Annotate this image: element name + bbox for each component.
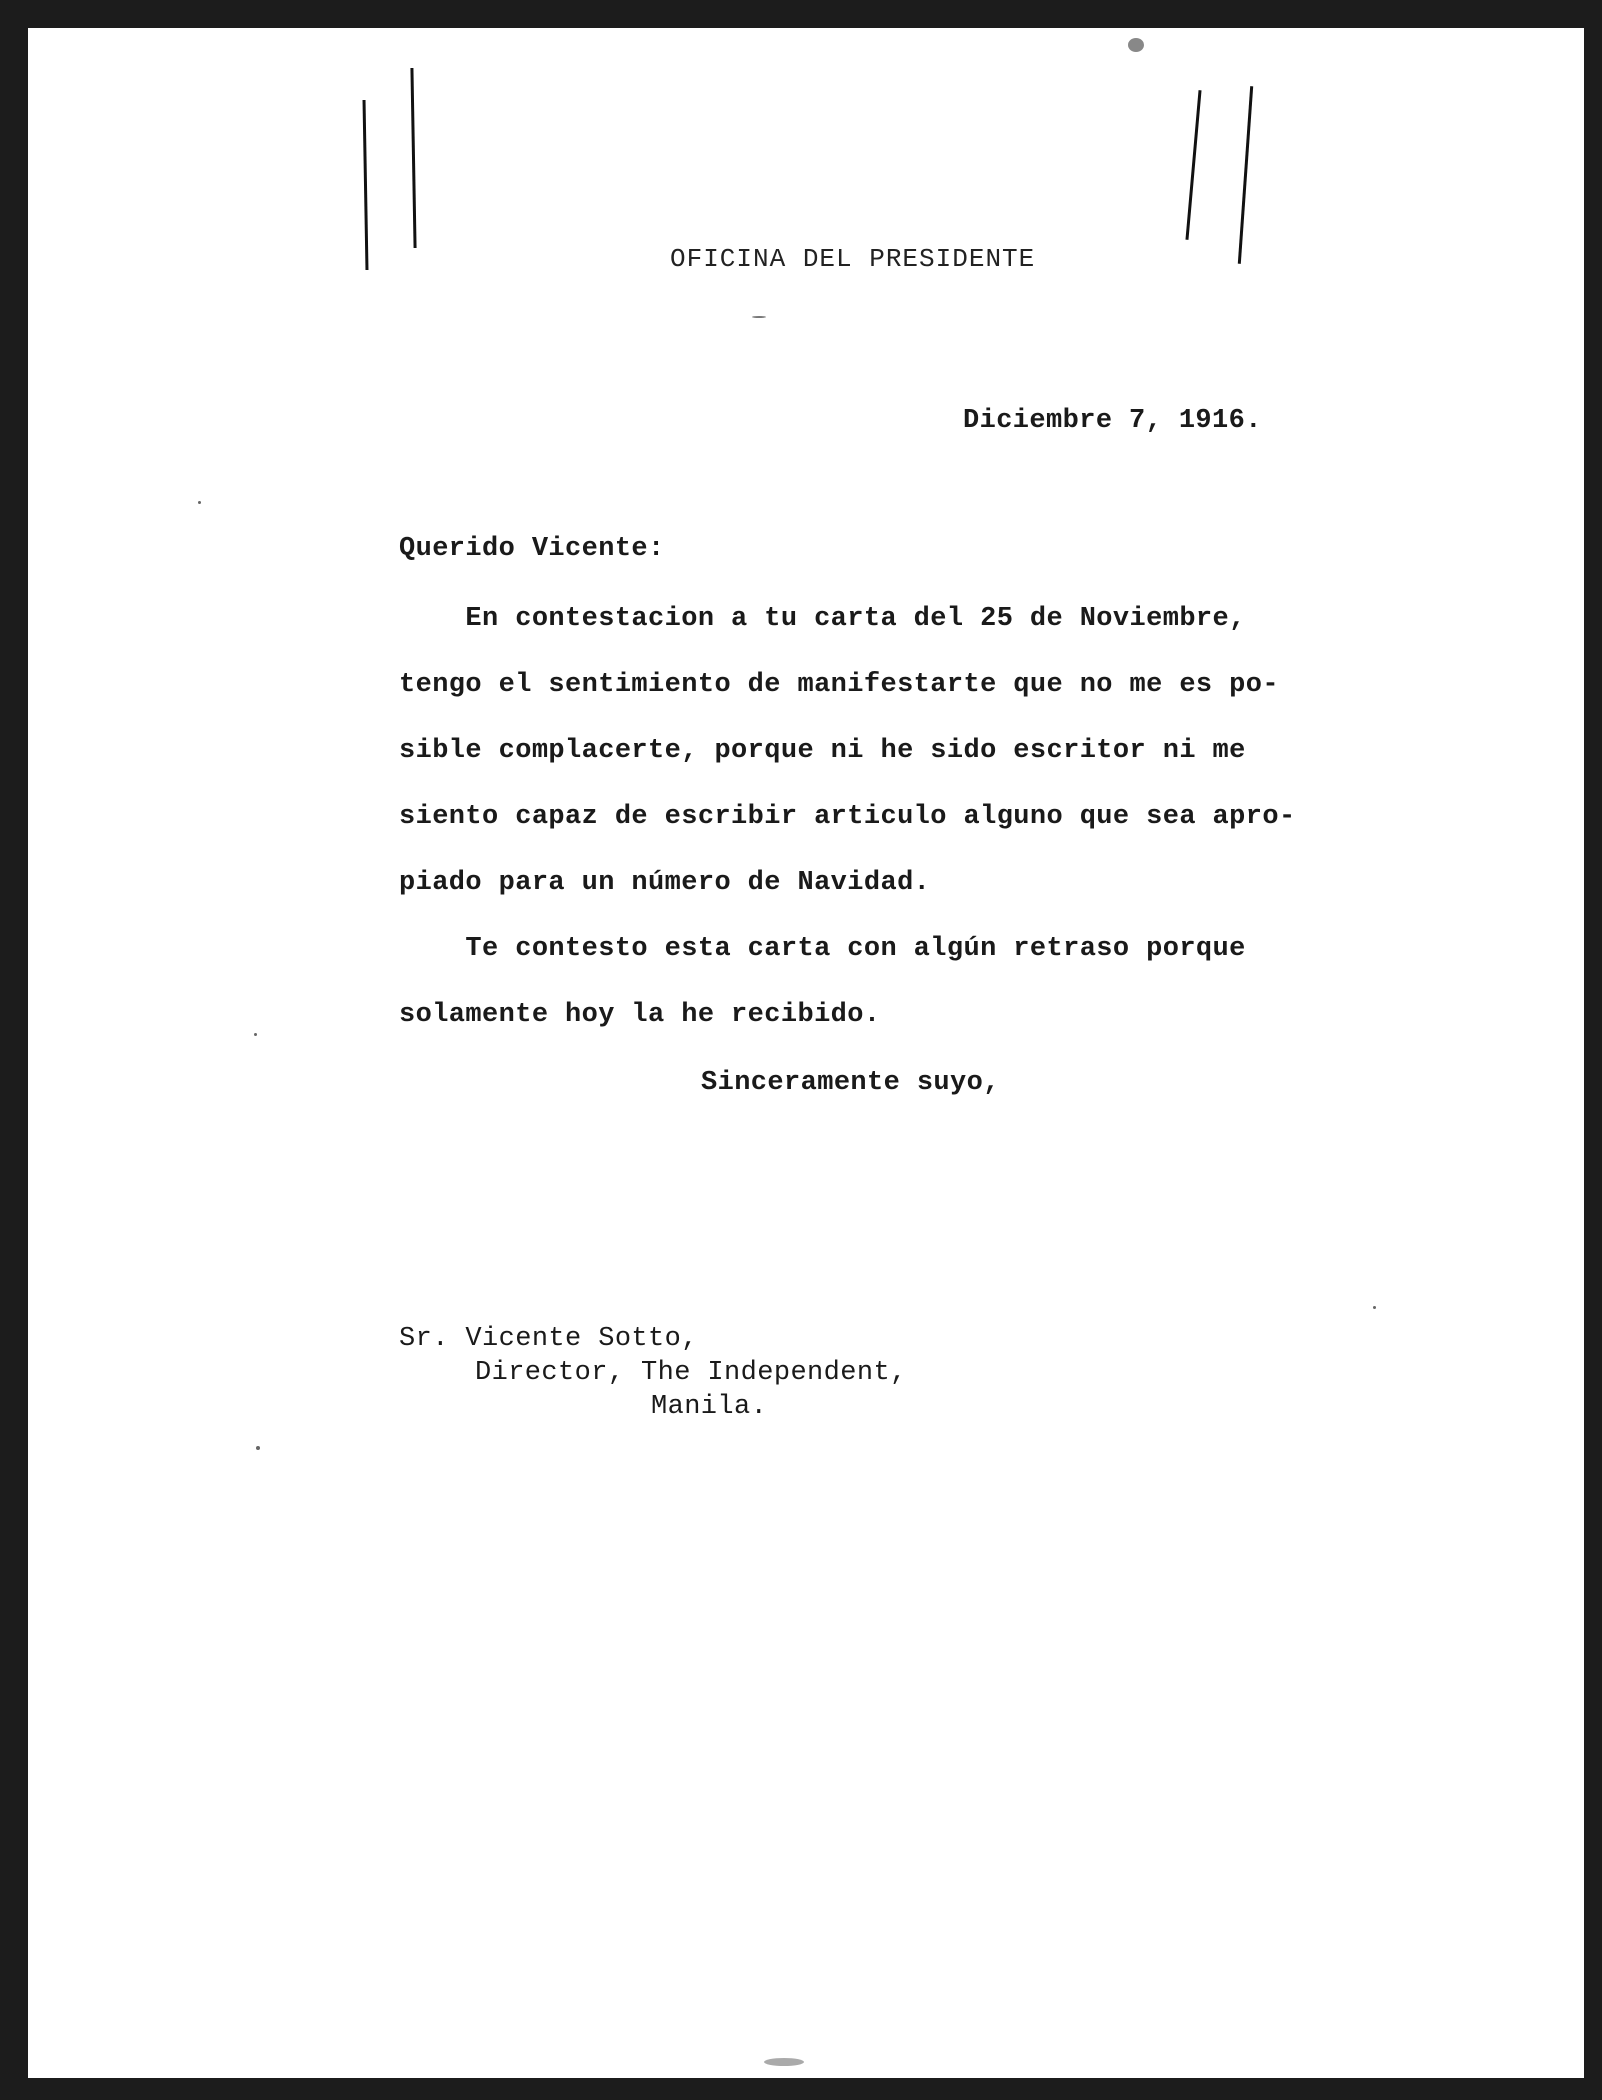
scan-speck [764, 2058, 804, 2066]
closing: Sinceramente suyo, [701, 1068, 1000, 1098]
body-line-6: Te contesto esta carta con algún retraso porque [399, 934, 1246, 964]
letter-page [28, 28, 1584, 2078]
body-line-5: piado para un número de Navidad. [399, 868, 931, 898]
body-line-2: tengo el sentimiento de manifestarte que no me es po- [399, 670, 1279, 700]
binding-mark-right-2 [1238, 86, 1253, 264]
binding-mark-left-2 [410, 68, 416, 248]
salutation: Querido Vicente: [399, 534, 665, 564]
scan-speck [256, 1446, 260, 1450]
letter-date: Diciembre 7, 1916. [963, 406, 1262, 436]
body-line-1: En contestacion a tu carta del 25 de Noviembre, [399, 604, 1246, 634]
scan-speck [1128, 38, 1144, 52]
body-line-7: solamente hoy la he recibido. [399, 1000, 881, 1030]
binding-mark-left-1 [363, 100, 369, 270]
body-line-4: siento capaz de escribir articulo alguno que sea apro- [399, 802, 1296, 832]
recipient-title: Director, The Independent, [475, 1358, 907, 1388]
binding-mark-right-1 [1185, 90, 1201, 240]
recipient-city: Manila. [651, 1392, 768, 1422]
scan-speck [752, 316, 766, 318]
letterhead-title: OFICINA DEL PRESIDENTE [670, 244, 1036, 274]
body-line-3: sible complacerte, porque ni he sido escritor ni me [399, 736, 1246, 766]
scan-speck [198, 501, 201, 504]
scan-speck [254, 1033, 257, 1036]
scan-speck [1373, 1306, 1376, 1309]
recipient-name: Sr. Vicente Sotto, [399, 1324, 698, 1354]
